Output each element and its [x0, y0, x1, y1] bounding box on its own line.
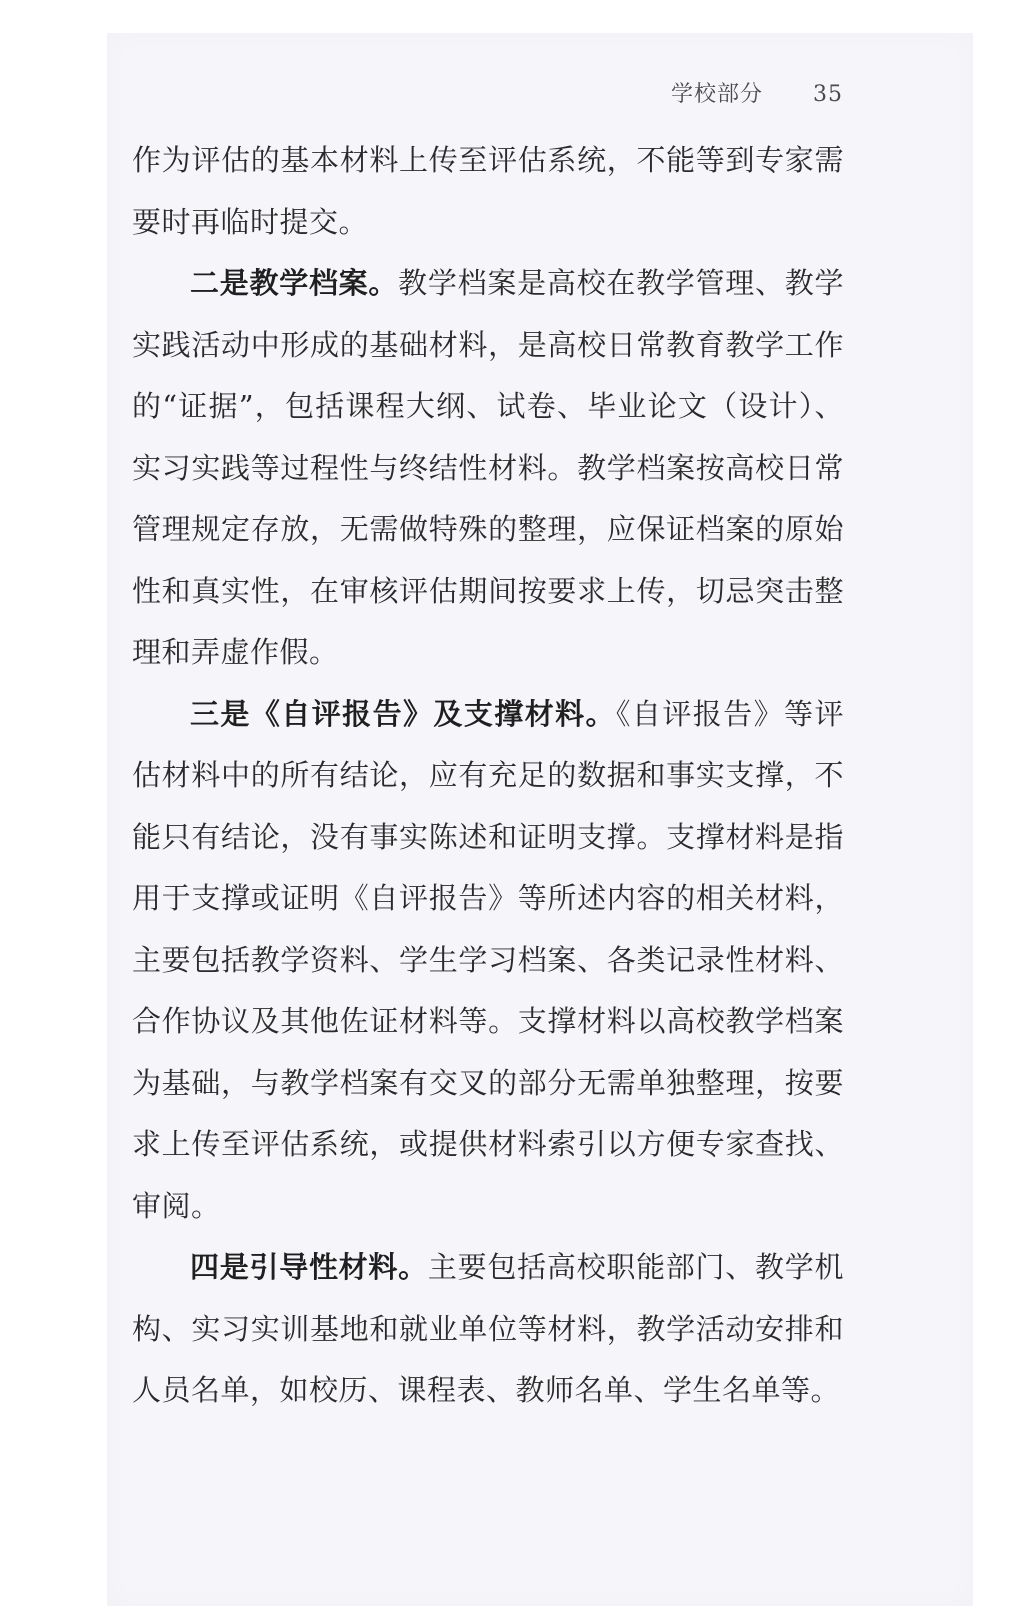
paragraph-guidance-materials	[132, 1237, 844, 1422]
paragraph-text: 教学档案是高校在教学管理、教学实践活动中形成的基础材料，是高校日常教育教学工作的“证据”，包括课程大纲、试卷、毕业论文（设计）、实习实践等过程性与终结性材料。教学档案按高校日常管理规定存放，无需做特殊的整理，应保证档案的原始性和真实性，在审核评估期间按要求上传，切忌突击整理和弄虚作假。	[132, 266, 844, 669]
section-title: 学校部分	[670, 82, 763, 107]
paragraph-self-evaluation-report	[132, 684, 844, 1238]
paragraph-heading: 三是《自评报告》及支撑材料。	[190, 696, 616, 731]
paragraph-teaching-archives	[132, 253, 844, 684]
paragraph-heading: 二是教学档案。	[190, 266, 399, 300]
paragraph-text: 《自评报告》等评估材料中的所有结论，应有充足的数据和事实支撑，不能只有结论，没有事实陈述和证明支撑。支撑材料是指用于支撑或证明《自评报告》等所述内容的相关材料，主要包括教学资料、学生学习档案、各类记录性材料、合作协议及其他佐证材料等。支撑材料以高校教学档案为基础，与教学档案有交叉的部分无需单独整理，按要求上传至评估系统，或提供材料索引以方便专家查找、审阅。	[132, 696, 844, 1223]
paragraph-heading: 四是引导性材料。	[190, 1250, 428, 1284]
page-number: 35	[813, 82, 843, 107]
paragraph-text: 主要包括高校职能部门、教学机构、实习实训基地和就业单位等材料，教学活动安排和人员名单，如校历、课程表、教师名单、学生名单等。	[132, 1250, 844, 1407]
running-header	[671, 77, 843, 108]
body-text	[132, 130, 844, 1422]
paragraph-continuation	[132, 130, 844, 253]
paragraph-text: 作为评估的基本材料上传至评估系统，不能等到专家需要时再临时提交。	[132, 143, 844, 239]
